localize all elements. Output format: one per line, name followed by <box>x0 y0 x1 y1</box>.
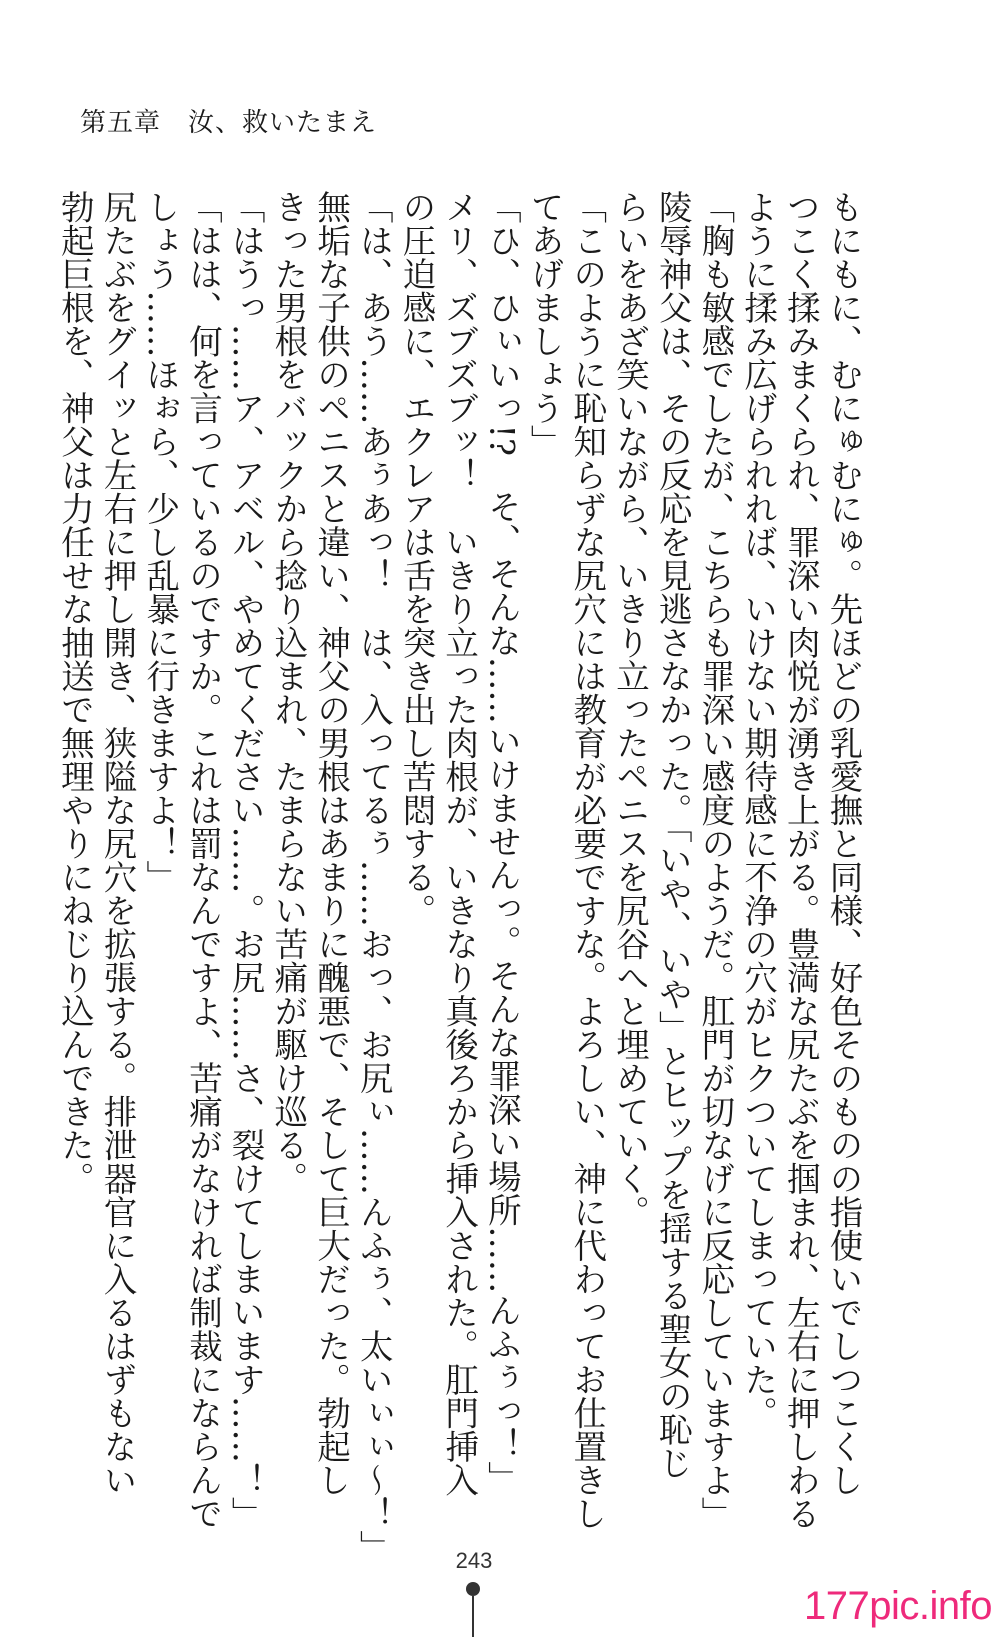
text-line: メリ、ズブズブッ！ いきり立った肉根が、いきなり真後ろから挿入された。肛門挿入 <box>439 190 479 1497</box>
text-line: 「このように恥知らずな尻穴には教育が必要ですな。よろしい、神に代わってお仕置きし <box>567 190 607 1530</box>
text-line: もにもに、むにゅむにゅ。先ほどの乳愛撫と同様、好色そのものの指使いでしつこくし <box>824 190 863 1497</box>
text-line: 「ひ、ひぃいっ!? そ、そんな……いけませんっ。そんな罪深い場所……んふぅっ！」 <box>482 190 522 1495</box>
text-line: の圧迫感に、エクレアは舌を突き出し苦悶する。 <box>396 190 436 927</box>
text-line: しょう……ほぉら、少し乱暴に行きますよ！」 <box>140 190 180 894</box>
page-marker-dot <box>466 1582 480 1596</box>
text-line: 「は、あう……あぅあっ！ は、入ってるぅ……おっ、お尻ぃ……んふぅ、太いぃぃ〜！」 <box>354 190 394 1564</box>
text-line: 尻たぶをグイッと左右に押し開き、狭隘な尻穴を拡張する。排泄器官に入るはずもない <box>98 190 138 1497</box>
text-line: 「はは、何を言っているのですか。これは罰なんですよ、苦痛がなければ制裁にならんで <box>183 190 223 1530</box>
text-line: らいをあざ笑いながら、いきり立ったペニスを尻谷へと埋めていく。 <box>610 190 650 1229</box>
text-line: 「はうっ……ア、アベル、やめてください……。お尻……さ、裂けてしまいます……！」 <box>226 190 266 1530</box>
text-line: てあげましょう」 <box>525 190 565 458</box>
text-line: ように揉み広げられれば、いけない期待感に不浄の穴がヒクついてしまっていた。 <box>738 190 778 1430</box>
page-marker-line <box>472 1596 474 1637</box>
text-line: 勃起巨根を、神父は力任せな抽送で無理やりにねじり込んできた。 <box>55 190 95 1195</box>
page-number: 243 <box>455 1548 493 1573</box>
text-line: つこく揉みまくられ、罪深い肉悦が湧き上がる。豊満な尻たぶを掴まれ、左右に押しわる <box>781 190 821 1530</box>
text-line: 陵辱神父は、その反応を見逃さなかった。「いや、いや」とヒップを揺する聖女の恥じ <box>653 190 693 1480</box>
watermark: 177pic.info <box>804 1584 992 1628</box>
text-line: 無垢な子供のペニスと違い、神父の男根はあまりに醜悪で、そして巨大だった。勃起し <box>311 190 351 1497</box>
chapter-title: 第五章 汝、救いたまえ <box>80 108 378 138</box>
text-line: 「胸も敏感でしたが、こちらも罪深い感度のようだ。肛門が切なげに反応していますよ」 <box>695 190 735 1530</box>
text-line: きった男根をバックから捻り込まれ、たまらない苦痛が駆け巡る。 <box>268 190 308 1195</box>
